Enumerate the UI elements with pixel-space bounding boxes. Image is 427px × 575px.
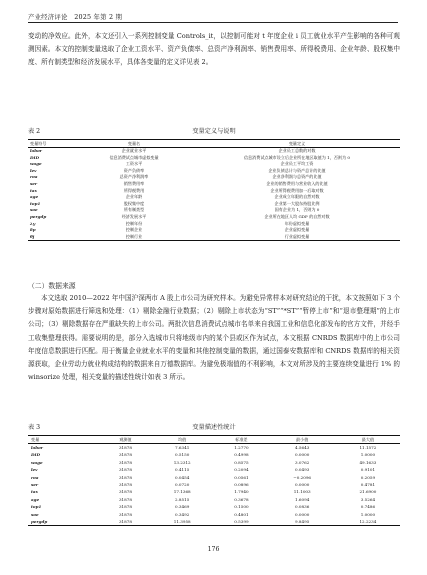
table-row — [28, 188, 400, 195]
table-cell: 0.8575 — [234, 459, 249, 465]
table-cell: 0.3469 — [175, 504, 190, 510]
table-cell: ser — [31, 482, 39, 488]
table-cell: 控制年份 — [125, 220, 143, 226]
table-cell: 11.1003 — [293, 489, 311, 495]
table-row — [28, 214, 400, 221]
table-cell: 国有企业为 1，否则为 0 — [274, 207, 320, 213]
table-cell: 1.2770 — [234, 445, 249, 450]
table-cell: 企业所在地区人均 GDP 的自然对数 — [264, 213, 330, 219]
table-row — [28, 148, 400, 155]
table-cell: 9.8495 — [269, 518, 336, 526]
table-cell: 49.1633 — [359, 459, 377, 465]
table-cell: top1 — [31, 504, 42, 510]
table-cell: pergdp — [28, 518, 101, 526]
table-cell: 1.6094 — [295, 496, 310, 502]
table-row — [28, 496, 400, 503]
table-row — [28, 181, 400, 188]
header-rule — [28, 22, 398, 23]
issue-number: 2025 年第 2 期 — [74, 13, 123, 21]
table-row — [28, 518, 400, 526]
table-cell: 控制企业 — [125, 227, 143, 233]
table-cell: 企业第一大股东持股比例 — [274, 200, 320, 206]
table-cell: tax — [31, 489, 38, 495]
table-cell: 31878 — [118, 467, 132, 473]
table-cell: tax — [30, 187, 37, 193]
running-header — [28, 12, 398, 21]
table-row — [28, 466, 400, 473]
table-cell: 11.1572 — [359, 445, 377, 450]
intro-paragraph: 变动的净效应。此外，本文还引入一系列控制变量 Controls_it，以控制可能对 t 年度企业 i 员工就业水平产生影响的各种可观测因素。本文的控制变量选取了企业工资水平、资产负债率、总资产净利润率、销售费用率、所得税费用、企业年龄、股权集中度、所有制类型和经济发展水平，具体各变量的定义详见表 2。 — [28, 32, 400, 67]
table-row — [28, 155, 400, 162]
table-row — [28, 194, 400, 201]
table-cell: 0.2059 — [360, 474, 376, 480]
table-cell: 31878 — [118, 511, 132, 517]
table-cell: 31878 — [118, 496, 132, 502]
table-row — [28, 503, 400, 510]
table-cell: λy — [30, 220, 36, 226]
table-row — [28, 511, 400, 518]
table-cell: 控制行业 — [74, 234, 194, 241]
table-cell: 企业净利润与总资产的比值 — [272, 174, 322, 180]
table-cell: 0.4115 — [175, 467, 190, 473]
table-cell: 17.1368 — [173, 489, 191, 495]
table-cell: age — [31, 496, 40, 502]
section-heading: （二）数据来源 — [28, 282, 76, 290]
table-cell: 1.0000 — [360, 511, 376, 517]
table-row — [28, 488, 400, 495]
table-row — [28, 161, 400, 168]
table-cell: 总资产净利润率 — [119, 174, 149, 180]
table-cell: 31878 — [118, 452, 132, 458]
table-cell: lev — [30, 167, 37, 173]
table3-number: 表 3 — [28, 424, 41, 431]
table3-caption — [28, 422, 400, 432]
table-cell: 31878 — [118, 482, 132, 488]
table-cell: 信息消费试点城市虚拟变量 — [109, 154, 159, 160]
table-cell: 股权集中度 — [123, 200, 145, 206]
table-cell: 工资水平 — [125, 161, 143, 167]
table-cell: 0.0454 — [175, 474, 190, 480]
table-cell: 0.1500 — [234, 504, 249, 510]
table-cell: 0.7486 — [360, 504, 376, 510]
table-cell: 31878 — [118, 459, 132, 465]
table-cell: 31878 — [118, 445, 132, 450]
table-header-row — [28, 436, 400, 444]
table-cell: 经济发展水平 — [121, 213, 147, 219]
table-row — [28, 207, 400, 214]
table-cell: 0.0493 — [295, 467, 310, 473]
table-cell: wage — [31, 459, 43, 465]
column-header: 标准差 — [214, 436, 268, 444]
column-header: 均值 — [150, 436, 214, 444]
table-cell: 0.2094 — [234, 467, 249, 473]
table-row — [28, 459, 400, 466]
table-cell: 企业虚拟变量 — [284, 227, 310, 233]
table-cell: 4.5643 — [295, 445, 310, 450]
table-cell: 年份虚拟变量 — [284, 220, 310, 226]
table-row — [28, 174, 400, 181]
table-cell: 企业年龄 — [125, 194, 143, 200]
table-cell: 0.0000 — [295, 511, 310, 517]
table-row — [28, 481, 400, 488]
table-row — [28, 168, 400, 175]
table-cell: −0.2096 — [293, 474, 312, 480]
column-header: 变量符号 — [28, 140, 74, 148]
table-row — [28, 227, 400, 234]
table-cell: 2.8515 — [175, 496, 190, 502]
table-cell: 信息消费试点城市设立后企业所在地区取值为 1，否则为 0 — [243, 154, 351, 160]
table-cell: 0.4801 — [234, 511, 249, 517]
column-header: 变量定义 — [194, 140, 400, 148]
table-cell: 0.5399 — [214, 518, 268, 526]
table-cell: top1 — [30, 200, 41, 206]
table-cell: roa — [31, 474, 39, 480]
table-cell: δp — [30, 227, 36, 233]
table-cell: 7.6341 — [175, 445, 190, 450]
table-cell: 12.2234 — [336, 518, 400, 526]
table-cell: DID — [30, 154, 40, 160]
table-row — [28, 444, 400, 452]
table-cell: 31878 — [101, 518, 150, 526]
data-source-paragraph: 本文选取 2010—2022 年中国沪深两市 A 股上市公司为研究样本。为避免异常样本对研究结论的干扰，本文按照如下 3 个步骤对原始数据进行筛选和处理：（1）剔除金融行业数据；（2）剔除上市状态为“ST”“*ST”“暂停上市”和“退市整理期”的上市公司；（3）剔除数据存在严重缺失的上市公司。两批次信息消费试点城市名单来自我国工业和信息化部发布的官方文件，并经手工收集整理获得。需要说明的是，部分入选城市只将地级市内的某个县或区作为试点，本文根据 CNRDS 数据库中的上市公司年度信息数据进行匹配。用于衡量企业就业水平的变量和其他控制变量的数据，通过国泰安数据库和 CNRDS 数据库的相关资源获取，企业劳动力就业构成结构的数据来自万德数据库。为避免极端值的不利影响，本文对所涉及的主要连续变量进行 1% 的 winsorize 处理，相关变量的描述性统计如表 3 所示。 — [28, 294, 400, 382]
table-row — [28, 221, 400, 228]
table-cell: wage — [30, 161, 42, 167]
table-cell: 企业负债总计与资产总计的比值 — [268, 167, 326, 173]
table-cell: 13.2312 — [173, 459, 191, 465]
column-header: 最小值 — [269, 436, 336, 444]
table-cell: 3.0762 — [295, 459, 310, 465]
table-row — [28, 474, 400, 481]
table-cell: pergdp — [30, 213, 47, 219]
table-cell: age — [30, 194, 39, 200]
table-row — [28, 201, 400, 208]
table-cell: 企业员工总数的对数 — [278, 148, 316, 153]
table-cell: 0.0561 — [234, 474, 249, 480]
table2-title: 变量定义与说明 — [192, 128, 236, 135]
table-cell: 0.0000 — [295, 452, 310, 458]
table-cell: 31878 — [118, 489, 132, 495]
table-cell: 0.0836 — [295, 504, 310, 510]
table-cell: 31878 — [118, 504, 132, 510]
table-cell: roa — [30, 174, 38, 180]
variable-definition-table — [28, 139, 400, 241]
table-row — [28, 451, 400, 458]
table-cell: 企业员工平均工资 — [280, 161, 314, 167]
table-cell: θj — [28, 234, 74, 241]
table-cell: 31878 — [118, 474, 132, 480]
column-header: 变量名 — [74, 140, 194, 148]
table-cell: 0.0896 — [234, 482, 249, 488]
table-cell: 0.0720 — [175, 482, 190, 488]
table-cell: 行业虚拟变量 — [194, 234, 400, 241]
table-cell: 企业所得税费用加一后取对数 — [270, 187, 324, 193]
table2-number: 表 2 — [28, 128, 41, 135]
page-number: 176 — [207, 546, 220, 553]
journal-name: 产业经济评论 — [28, 13, 68, 21]
table-cell: 0.4781 — [360, 482, 376, 488]
table-cell: 所有制类型 — [123, 207, 145, 213]
column-header: 变量 — [28, 436, 101, 444]
table-cell: ser — [30, 180, 38, 186]
table-cell: 0.4998 — [234, 452, 249, 458]
table-cell: 0.3492 — [175, 511, 190, 517]
table3-title: 变量描述性统计 — [192, 424, 236, 431]
table-row — [28, 234, 400, 241]
table-cell: 11.3958 — [150, 518, 214, 526]
table-cell: soe — [30, 207, 38, 213]
table-cell: 销售费用率 — [123, 180, 145, 186]
table-cell: 0.9101 — [360, 467, 376, 473]
table-cell: 0.5150 — [175, 452, 190, 458]
column-header: 观测值 — [101, 436, 150, 444]
table-cell: 所得税费用 — [123, 187, 145, 193]
table-cell: 0.3678 — [234, 496, 249, 502]
table-cell: labor — [31, 445, 43, 450]
table-cell: DID — [31, 452, 41, 458]
table-cell: 3.5264 — [360, 496, 376, 502]
table-cell: 企业就业水平 — [121, 148, 147, 153]
column-header: 最大值 — [336, 436, 400, 444]
table-cell: 企业的销售费用与营业收入的比值 — [266, 180, 328, 186]
table2-caption — [28, 126, 400, 136]
table-cell: labor — [30, 148, 42, 153]
table-cell: 0.0000 — [295, 482, 310, 488]
table-cell: soe — [31, 511, 39, 517]
table-cell: 1.0000 — [360, 452, 376, 458]
table-cell: lev — [31, 467, 38, 473]
descriptive-statistics-table — [28, 435, 400, 526]
table-cell: 资产负债率 — [123, 167, 145, 173]
table-cell: 企业成立年限的自然对数 — [274, 194, 320, 200]
table-header-row — [28, 140, 400, 148]
table-cell: 1.7940 — [234, 489, 249, 495]
table-cell: 21.6900 — [359, 489, 377, 495]
